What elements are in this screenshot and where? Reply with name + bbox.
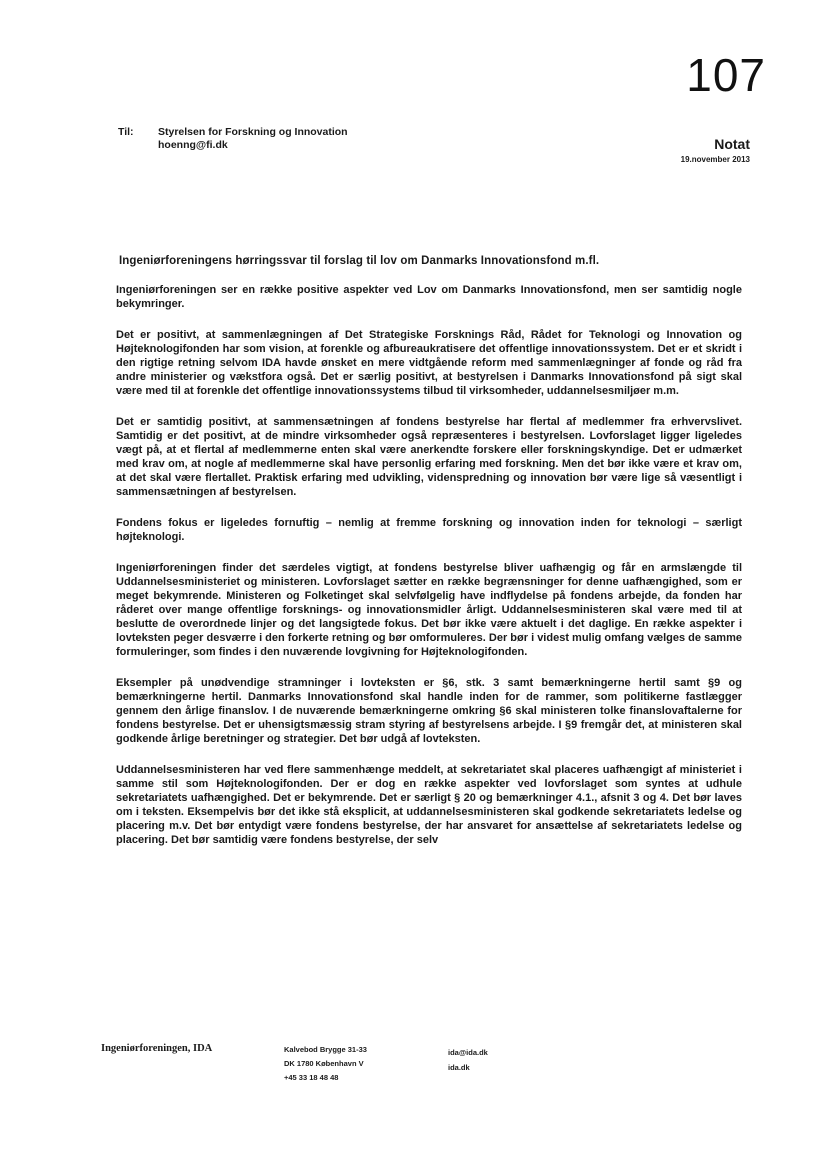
recipient-name: Styrelsen for Forskning og Innovation bbox=[158, 126, 348, 138]
paragraph: Uddannelsesministeren har ved flere sammenhænge meddelt, at sekretariatet skal placeres uafhængigt af ministeriet i samme stil som Højteknologifonden. Der er dog en række aspekter ved lovforslaget som syntes at udhule sekretariatets uafhængighed. Det er bekymrende. Det er særligt § 20 og bemærkninger 4.1., afsnit 3 og 4. Det bør laves om i teksten. Eksempelvis bør det ikke stå eksplicit, at uddannelsesministeren skal godkende sekretariatets ledelse og placering m.v. Det bør entydigt være fondens bestyrelse, der har ansvaret for ansættelse af sekretariatets ledelse og placering. Det bør samtidig være fondens bestyrelse, der selv bbox=[116, 764, 742, 846]
recipient-lines bbox=[158, 126, 348, 152]
document-type: Notat bbox=[714, 136, 750, 152]
document-date: 19.november 2013 bbox=[680, 155, 750, 164]
paragraph: Det er positivt, at sammenlægningen af Det Strategiske Forsknings Råd, Rådet for Teknologi og Innovation og Højteknologifonden har som vision, at forenkle og afbureaukratisere det offentlige innovationssystem. Det er et skridt i den rigtige retning selvom IDA havde ønsket en mere vidtgående reform med sammenlægninger af fonde og råd fra andre ministerier og vækstfora også. Det er særlig positivt, at bestyrelsen i Danmarks Innovationsfond på sigt skal være med til at forenkle det offentlige innovationssystems tilbud til virksomheder, uddannelsesmiljøer m.m. bbox=[116, 329, 742, 397]
paragraph: Ingeniørforeningen finder det særdeles vigtigt, at fondens bestyrelse bliver uafhængig og får en armslængde til Uddannelsesministeriet og ministeren. Lovforslaget sætter en række begrænsninger for denne uafhængighed, som er meget bekymrende. Ministeren og Folketinget skal selvfølgelig have indflydelse på fondens arbejde, da fonden har råderet over mange offentlige forsknings- og innovationsmidler årligt. Uddannelsesministeren skal være med til at beslutte de overordnede linjer og det langsigtede fokus. Det bør ikke være aktuelt i det daglige. En række aspekter i lovteksten peger desværre i den forkerte retning og bør omformuleres. Der bør i videst mulig omfang vælges de samme formuleringer, som findes i den nuværende lovgivning for Højteknologifonden. bbox=[116, 562, 742, 658]
phone-number: +45 33 18 48 48 bbox=[284, 1073, 339, 1082]
paragraph: Fondens fokus er ligeledes fornuftig – nemlig at fremme forskning og innovation inden for teknologi – særligt højteknologi. bbox=[116, 517, 742, 543]
paragraph: Det er samtidig positivt, at sammensætningen af fondens bestyrelse har flertal af medlemmer fra erhvervslivet. Samtidig er det positivt, at de mindre virksomheder også repræsenteres i bestyrelsen. Lovforslaget ligger ligeledes vægt på, at et flertal af medlemmerne enten skal være anerkendte forskere eller forskningskyndige. Det er udmærket med krav om, at nogle af medlemmerne skal have personlig erfaring med forskning. Men det bør ikke være et krav om, at det skal være flertallet. Praktisk erfaring med udvikling, videnspredning og innovation bør være lige så væsentligt i sammensætningen af bestyrelsen. bbox=[116, 416, 742, 498]
recipient-block bbox=[118, 126, 348, 152]
website: ida.dk bbox=[448, 1063, 470, 1072]
address-street: Kalvebod Brygge 31-33 bbox=[284, 1045, 367, 1054]
paragraph: Eksempler på unødvendige stramninger i lovteksten er §6, stk. 3 samt bemærkningerne hertil samt §9 og bemærkningerne hertil. Danmarks Innovationsfond skal handle inden for de rammer, som politikerne fastlægger gennem den årlige finanslov. I de nuværende bemærkningerne omkring §6 skal ministeren tolke finanslovaftalerne for fondens bestyrelse. Det er uhensigtsmæssig stram styring af bestyrelsens arbejde. I §9 fremgår det, at ministeren skal godkende årlige beretninger og strategier. Det bør udgå af lovteksten. bbox=[116, 677, 742, 745]
address-city: DK 1780 København V bbox=[284, 1059, 364, 1068]
footer-address bbox=[284, 1043, 367, 1085]
document-body bbox=[116, 283, 742, 864]
email-address: ida@ida.dk bbox=[448, 1048, 488, 1057]
page-number: 107 bbox=[686, 49, 766, 101]
to-label: Til: bbox=[118, 126, 134, 138]
paragraph: Ingeniørforeningen ser en række positive aspekter ved Lov om Danmarks Innovationsfond, men ser samtidig nogle bekymringer. bbox=[116, 284, 742, 310]
footer-contact bbox=[448, 1045, 488, 1075]
footer-organization: Ingeniørforeningen, IDA bbox=[101, 1043, 213, 1054]
recipient-email: hoenng@fi.dk bbox=[158, 139, 228, 151]
document-title: Ingeniørforeningens hørringssvar til forslag til lov om Danmarks Innovationsfond m.fl. bbox=[119, 255, 600, 267]
